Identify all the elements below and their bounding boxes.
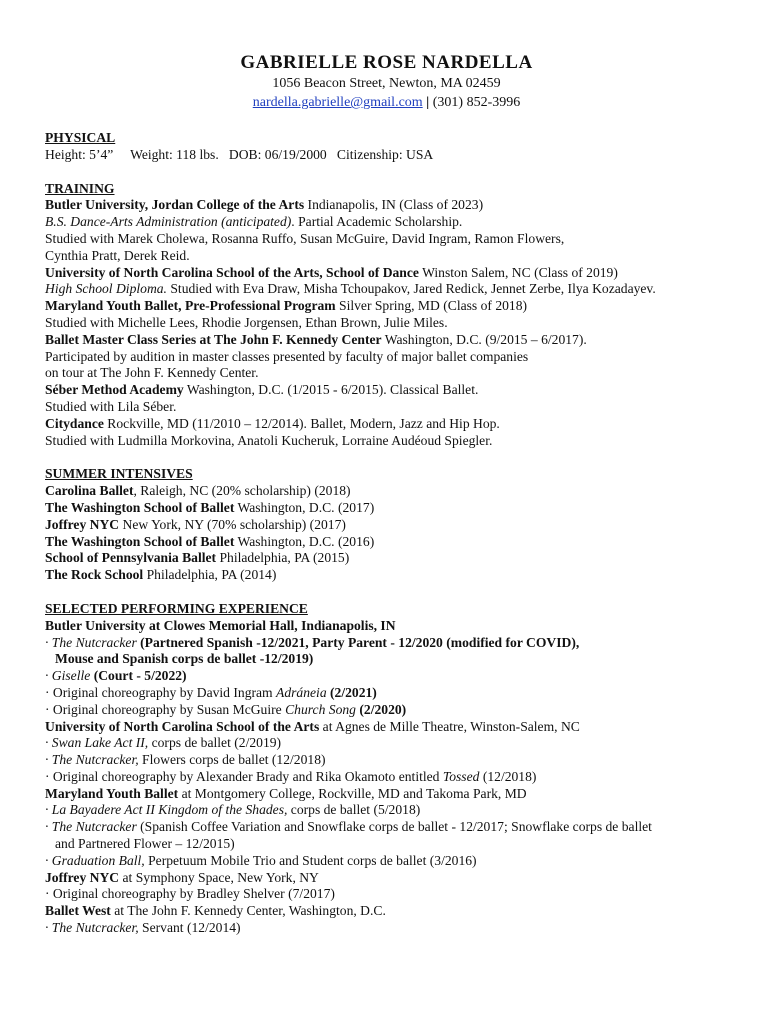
training-myb-teachers: Studied with Michelle Lees, Rhodie Jorgensen, Ethan Brown, Julie Miles.	[45, 314, 448, 330]
entry-details: Winston Salem, NC (Class of 2019)	[418, 264, 618, 280]
program-details: Philadelphia, PA (2014)	[143, 567, 277, 583]
training-section	[45, 181, 728, 450]
list-item	[45, 483, 728, 500]
physical-section	[45, 130, 728, 164]
list-item	[45, 752, 728, 769]
training-master-desc-cont: on tour at The John F. Kennedy Center.	[45, 365, 259, 381]
company-name: Maryland Youth Ballet	[45, 785, 179, 801]
entry-teachers: Studied with Eva Draw, Misha Tchoupakov, Jared Redick, Jennet Zerbe, Ilya Kozadayev.	[166, 281, 656, 297]
resume-header	[45, 52, 728, 112]
training-citydance-teachers: Studied with Ludmilla Morkovina, Anatoli Kucheruk, Lorraine Audéoud Spiegler.	[45, 432, 493, 448]
training-entry-seber	[45, 382, 728, 399]
work-title: · Graduation Ball,	[45, 852, 145, 868]
role-details: corps de ballet (2/2019)	[148, 735, 282, 751]
list-item	[45, 635, 728, 652]
company-name: University of North Carolina School of the Arts	[45, 718, 320, 734]
list-item	[45, 920, 728, 937]
list-item	[45, 735, 728, 752]
training-entry-uncsa	[45, 265, 728, 282]
program-details: Philadelphia, PA (2015)	[216, 550, 350, 566]
entry-details: Silver Spring, MD (Class of 2018)	[335, 298, 528, 314]
work-title: Tossed	[442, 768, 480, 784]
work-title: · The Nutcracker,	[45, 752, 139, 768]
training-butler-teachers: Studied with Marek Cholewa, Rosanna Ruffo, Susan McGuire, David Ingram, Ramon Flowers,	[45, 230, 565, 246]
list-item	[45, 567, 728, 584]
list-item	[45, 500, 728, 517]
work-title: · Giselle	[45, 668, 91, 684]
entry-institution: University of North Carolina School of the Arts, School of Dance	[45, 264, 419, 280]
training-master-desc: Participated by audition in master classes presented by faculty of major ballet companies	[45, 348, 529, 364]
list-item	[45, 668, 728, 685]
venue-heading-joffrey	[45, 870, 728, 887]
program-details: Washington, D.C. (2017)	[234, 499, 375, 515]
work-title: · La Bayadere Act II Kingdom of the Shades,	[45, 802, 288, 818]
training-butler-teachers-cont: Cynthia Pratt, Derek Reid.	[45, 247, 190, 263]
degree-name: High School Diploma.	[45, 281, 167, 297]
applicant-name: GABRIELLE ROSE NARDELLA	[240, 52, 533, 73]
list-item	[45, 702, 728, 719]
program-name: The Washington School of Ballet	[45, 533, 235, 549]
choreographer-credit: · Original choreography by Susan McGuire	[45, 701, 286, 717]
work-title: · Swan Lake Act II,	[45, 735, 149, 751]
entry-institution: Maryland Youth Ballet, Pre-Professional Program	[45, 298, 336, 314]
entry-institution: Butler University, Jordan College of the Arts	[45, 197, 305, 213]
program-details: Washington, D.C. (2016)	[234, 533, 375, 549]
degree-note: . Partial Academic Scholarship.	[291, 214, 463, 230]
role-details: (Court - 5/2022)	[90, 668, 187, 684]
venue-heading-myb	[45, 786, 728, 803]
phone-number: (301) 852-3996	[432, 95, 521, 110]
venue-details: at Montgomery College, Rockville, MD and Takoma Park, MD	[178, 785, 527, 801]
entry-details: Indianapolis, IN (Class of 2023)	[304, 197, 484, 213]
role-details: corps de ballet (5/2018)	[287, 802, 421, 818]
role-details: (Spanish Coffee Variation and Snowflake corps de ballet - 12/2017; Snowflake corps de ballet	[136, 819, 652, 835]
list-item-cont: and Partnered Flower – 12/2015)	[55, 836, 235, 852]
company-name: Joffrey NYC	[45, 869, 120, 885]
list-item	[45, 685, 728, 702]
venue-heading-uncsa	[45, 719, 728, 736]
role-details: Perpetuum Mobile Trio and Student corps de ballet (3/2016)	[144, 852, 477, 868]
section-title-training: TRAINING	[45, 180, 115, 196]
program-name: School of Pennsylvania Ballet	[45, 550, 217, 566]
program-name: Joffrey NYC	[45, 516, 120, 532]
training-uncsa-diploma	[45, 281, 728, 298]
entry-details: Washington, D.C. (9/2015 – 6/2017).	[381, 331, 587, 347]
degree-name: B.S. Dance-Arts Administration (anticipated)	[45, 214, 292, 230]
performing-section	[45, 601, 728, 937]
contact-separator: |	[422, 95, 433, 110]
entry-institution: Citydance	[45, 415, 104, 431]
list-item	[45, 802, 728, 819]
training-entry-master-class	[45, 332, 728, 349]
venue-details: at Agnes de Mille Theatre, Winston-Salem, NC	[319, 718, 580, 734]
program-details: , Raleigh, NC (20% scholarship) (2018)	[133, 483, 351, 499]
list-item: · Original choreography by Bradley Shelver (7/2017)	[45, 886, 335, 902]
work-title: Church Song	[285, 701, 356, 717]
work-title: · The Nutcracker,	[45, 920, 139, 936]
list-item	[45, 517, 728, 534]
choreographer-credit: · Original choreography by Alexander Brady and Rika Okamoto entitled	[45, 768, 443, 784]
role-details: (Partnered Spanish -12/2021, Party Parent - 12/2020 (modified for COVID),	[136, 634, 580, 650]
list-item	[45, 534, 728, 551]
training-entry-citydance	[45, 416, 728, 433]
list-item	[45, 769, 728, 786]
program-name: The Rock School	[45, 567, 144, 583]
company-name: Ballet West	[45, 903, 111, 919]
training-entry-myb	[45, 298, 728, 315]
training-butler-degree	[45, 214, 728, 231]
work-title: · The Nutcracker	[45, 634, 137, 650]
entry-details: Rockville, MD (11/2010 – 12/2014). Ballet, Modern, Jazz and Hip Hop.	[103, 415, 500, 431]
contact-line	[45, 93, 728, 112]
program-name: The Washington School of Ballet	[45, 499, 235, 515]
entry-details: Washington, D.C. (1/2015 - 6/2015). Classical Ballet.	[183, 382, 479, 398]
list-item	[45, 550, 728, 567]
section-title-physical: PHYSICAL	[45, 130, 116, 145]
role-details: Flowers corps de ballet (12/2018)	[138, 752, 326, 768]
summer-section	[45, 466, 728, 584]
training-entry-butler	[45, 197, 728, 214]
list-item	[45, 819, 728, 836]
role-details: (2/2021)	[326, 684, 377, 700]
list-item	[45, 853, 728, 870]
entry-institution: Séber Method Academy	[45, 382, 184, 398]
choreographer-credit: · Original choreography by David Ingram	[45, 684, 277, 700]
physical-stats: Height: 5’4” Weight: 118 lbs. DOB: 06/19/2000 Citizenship: USA	[45, 146, 434, 162]
work-title: Adráneia	[276, 684, 327, 700]
program-details: New York, NY (70% scholarship) (2017)	[119, 516, 346, 532]
section-title-summer: SUMMER INTENSIVES	[45, 466, 193, 482]
venue-details: at Symphony Space, New York, NY	[119, 869, 319, 885]
venue-heading-ballet-west	[45, 903, 728, 920]
role-details: (2/2020)	[355, 701, 407, 717]
address: 1056 Beacon Street, Newton, MA 02459	[272, 76, 501, 91]
venue-details: at The John F. Kennedy Center, Washington, D.C.	[110, 903, 386, 919]
entry-institution: Ballet Master Class Series at The John F. Kennedy Center	[45, 331, 382, 347]
role-details: (12/2018)	[479, 768, 537, 784]
email-link[interactable]: nardella.gabrielle@gmail.com	[252, 95, 423, 110]
role-details: Servant (12/2014)	[138, 920, 241, 936]
program-name: Carolina Ballet	[45, 483, 134, 499]
training-seber-teachers: Studied with Lila Séber.	[45, 398, 177, 414]
work-title: · The Nutcracker	[45, 819, 137, 835]
list-item-cont: Mouse and Spanish corps de ballet -12/2019)	[55, 651, 314, 667]
venue-heading-butler: Butler University at Clowes Memorial Hall, Indianapolis, IN	[45, 617, 396, 633]
section-title-performing: SELECTED PERFORMING EXPERIENCE	[45, 600, 308, 616]
